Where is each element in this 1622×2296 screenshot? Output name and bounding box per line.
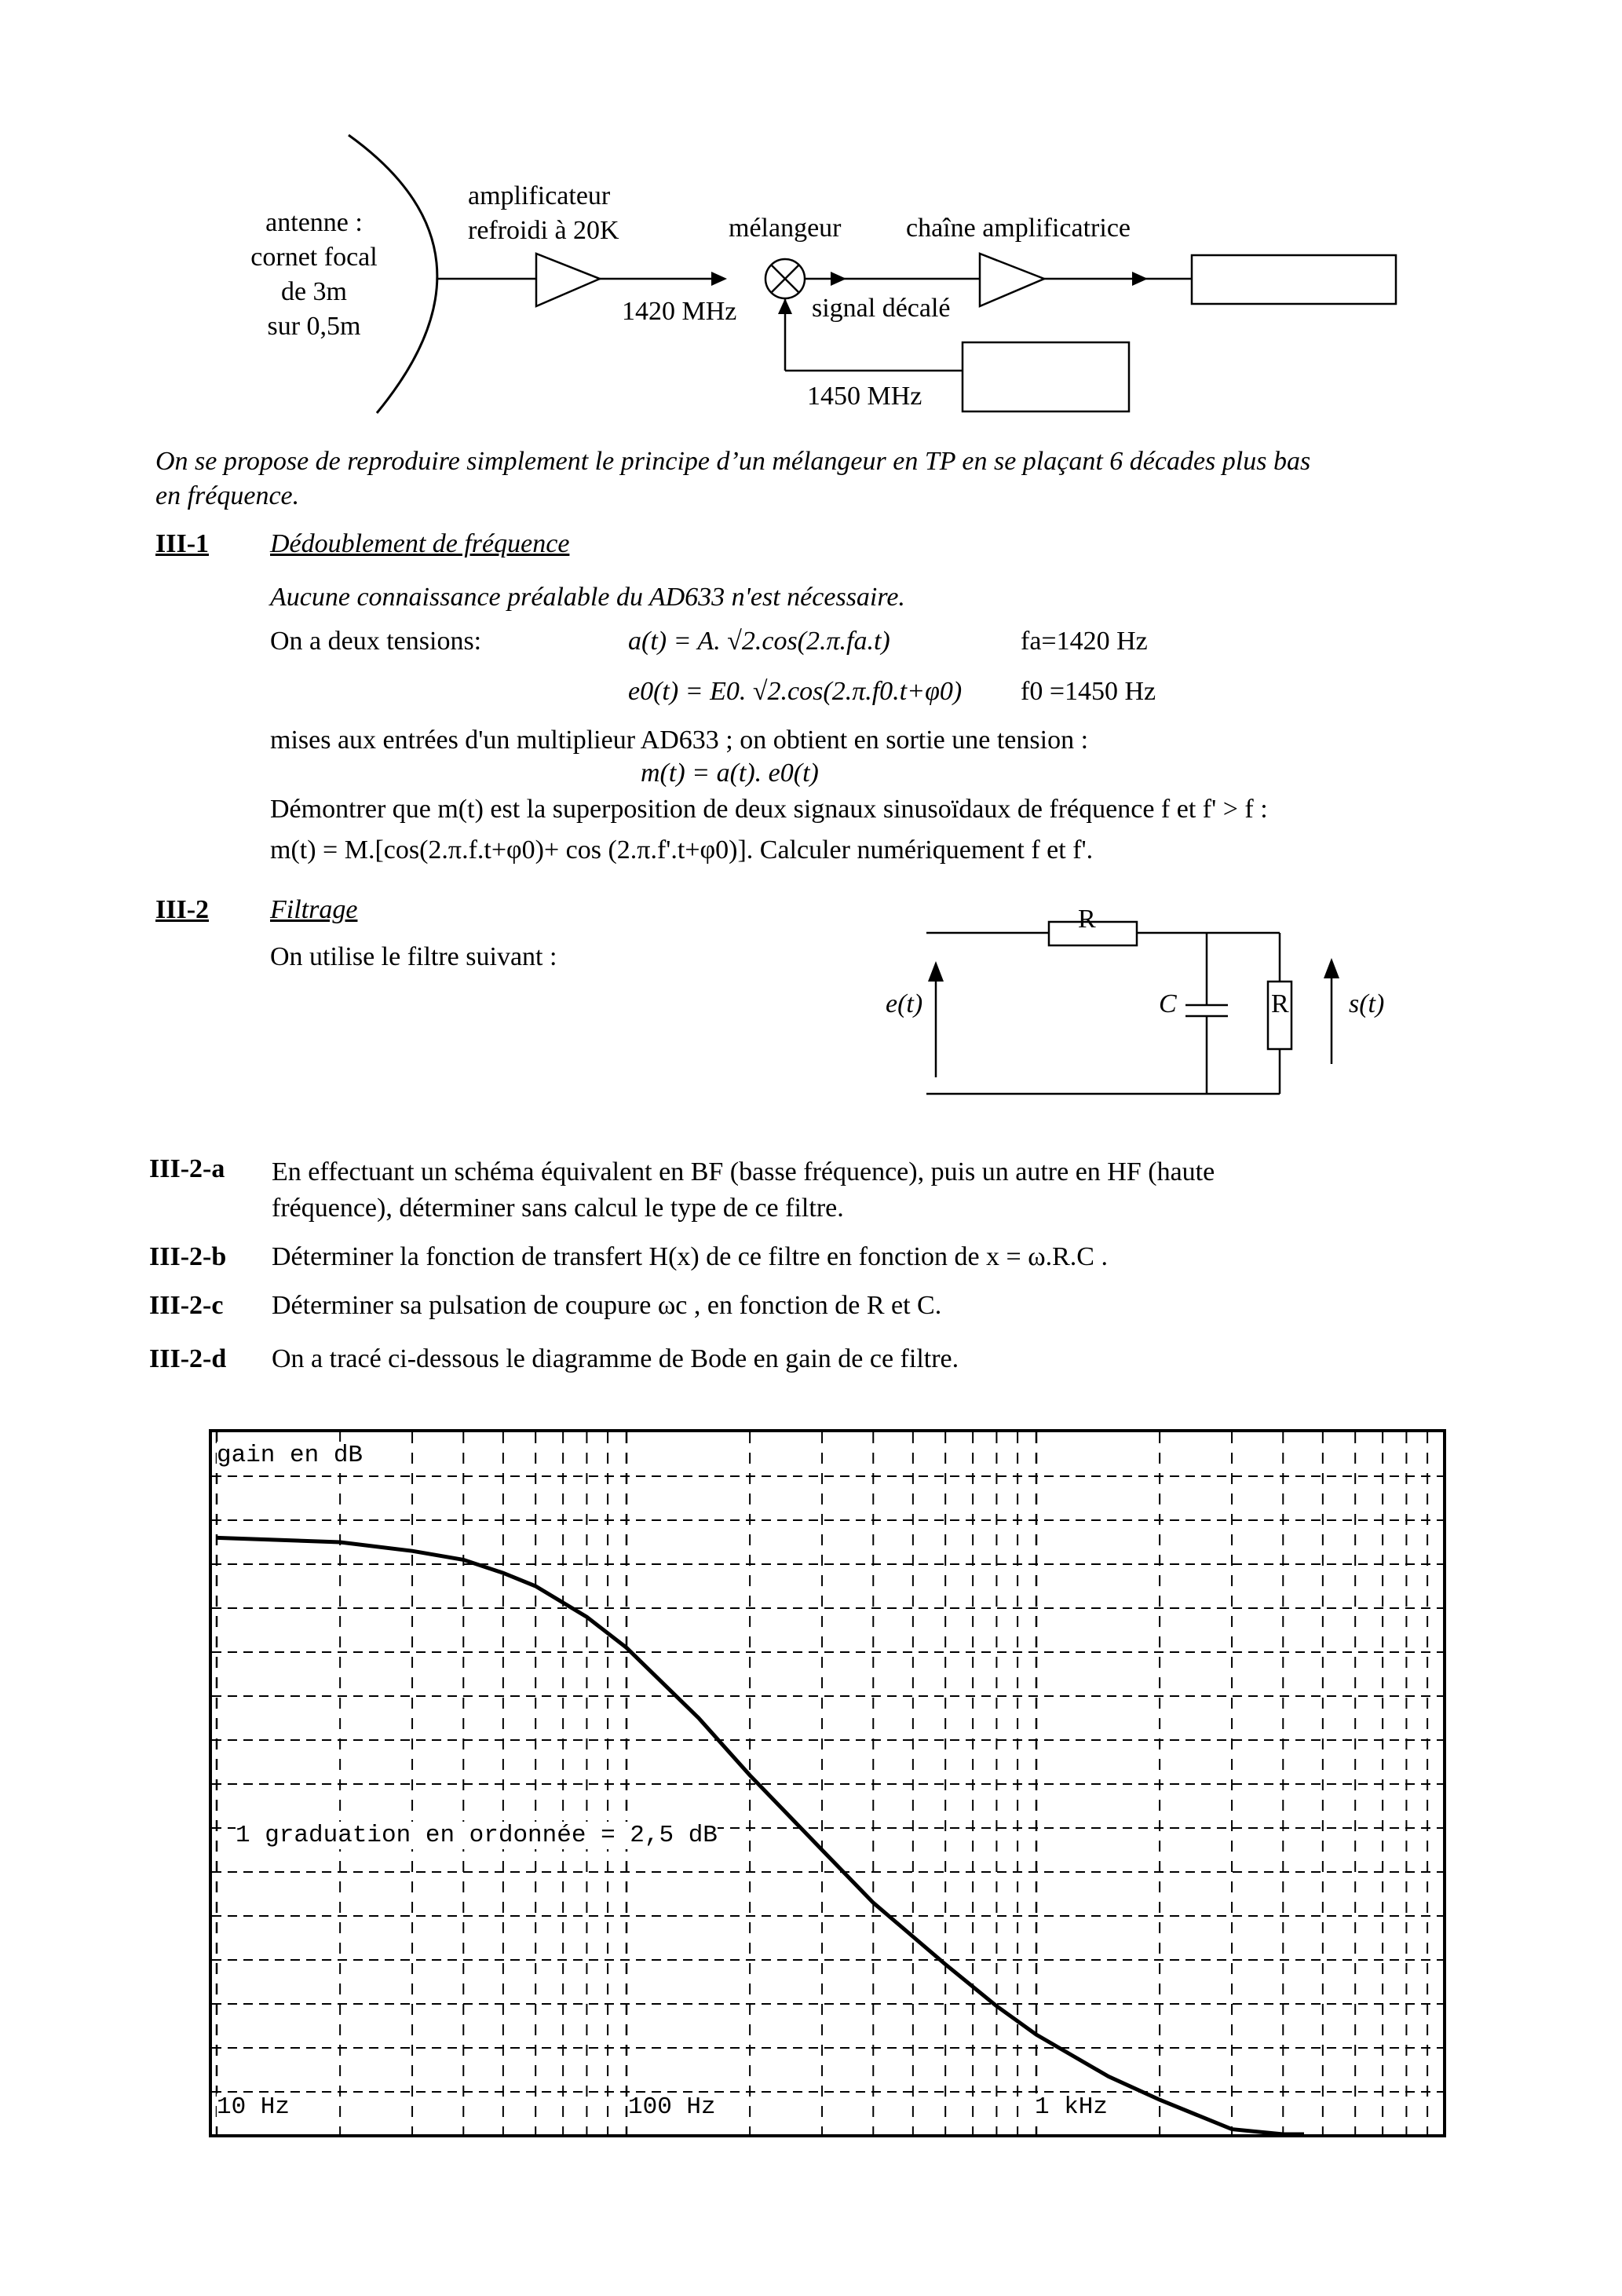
antenna-label-line: cornet focal [250, 243, 378, 272]
equation-a: a(t) = A. √2.cos(2.π.fa.t) [628, 627, 890, 656]
filter-circuit [864, 903, 1413, 1107]
input-voltage-label: e(t) [886, 989, 923, 1018]
capacitor-label: C [1159, 989, 1177, 1018]
amplifier-label [468, 179, 619, 248]
question-text: On a tracé ci-dessous le diagramme de Bode en gain de ce filtre. [272, 1344, 959, 1373]
question-id: III-2-b [149, 1242, 227, 1271]
bode-plot [209, 1429, 1446, 2137]
local-oscillator-frequency: 1450 MHz [807, 382, 922, 411]
section-title: Filtrage [270, 895, 358, 924]
question-text: Déterminer la fonction de transfert H(x) de ce filtre en fonction de x = ω.R.C . [272, 1242, 1108, 1271]
question-id: III-2-d [149, 1344, 227, 1373]
chain-label: chaîne amplificatrice [906, 214, 1131, 243]
intro-line: en fréquence. [155, 481, 300, 510]
filter-intro: On utilise le filtre suivant : [270, 942, 557, 971]
amplifier-label-line: refroidi à 20K [468, 216, 619, 245]
section-title: Dédoublement de fréquence [270, 529, 570, 558]
amplifier-triangle [536, 254, 600, 306]
question-id: III-2-c [149, 1291, 224, 1320]
intro-line: On se propose de reproduire simplement le principe d’un mélangeur en TP en se plaçant 6 décades plus bas [155, 447, 1311, 476]
x-tick-label: 1 kHz [1035, 2093, 1109, 2121]
input-frequency: 1420 MHz [622, 297, 737, 326]
equation-m: m(t) = a(t). e0(t) [641, 759, 819, 788]
intro-paragraph [155, 444, 1310, 514]
antenna-label-line: antenne : [265, 208, 363, 237]
frequency-fa: fa=1420 Hz [1021, 627, 1148, 656]
scale-annotation: 1 graduation en ordonnée = 2,5 dB [236, 1822, 718, 1849]
section-number: III-2 [155, 895, 210, 924]
shifted-signal-label: signal décalé [812, 294, 951, 323]
output-voltage-label: s(t) [1349, 989, 1385, 1018]
resistor-shunt-label: R [1271, 989, 1289, 1018]
question-text: Déterminer sa pulsation de coupure ωc , en fonction de R et C. [272, 1291, 942, 1320]
question-id: III-2-a [149, 1154, 225, 1183]
section-note: Aucune connaissance préalable du AD633 n'est nécessaire. [270, 583, 905, 612]
antenna-label-line: de 3m [280, 277, 348, 306]
mixer-label: mélangeur [729, 214, 842, 243]
section-number: III-1 [155, 529, 210, 558]
y-axis-label: gain en dB [217, 1442, 363, 1469]
question-line: fréquence), déterminer sans calcul le type de ce filtre. [272, 1194, 844, 1223]
chain-amplifier-triangle [980, 254, 1044, 306]
amplifier-label-line: amplificateur [468, 181, 611, 210]
multiplier-text: mises aux entrées d'un multiplieur AD633 ; on obtient en sortie une tension : [270, 726, 1089, 755]
frequency-f0: f0 =1450 Hz [1021, 677, 1156, 706]
tensions-intro: On a deux tensions: [270, 627, 482, 656]
question-line: En effectuant un schéma équivalent en BF (basse fréquence), puis un autre en HF (haute [272, 1157, 1215, 1186]
x-tick-label: 100 Hz [628, 2093, 716, 2121]
demo-text: Démontrer que m(t) est la superposition de deux signaux sinusoïdaux de fréquence f et f' > f : [270, 795, 1268, 824]
question-text [272, 1154, 1215, 1227]
resistor-series-label: R [1078, 905, 1096, 934]
local-oscillator-box [963, 342, 1129, 411]
antenna-label [228, 206, 400, 344]
equation-e0: e0(t) = E0. √2.cos(2.π.f0.t+φ0) [628, 677, 963, 706]
x-tick-label: 10 Hz [217, 2093, 290, 2121]
equation-m-expanded: m(t) = M.[cos(2.π.f.t+φ0)+ cos (2.π.f'.t+φ0)]. Calculer numériquement f et f'. [270, 835, 1094, 865]
output-box [1192, 255, 1396, 304]
antenna-label-line: sur 0,5m [267, 312, 361, 341]
